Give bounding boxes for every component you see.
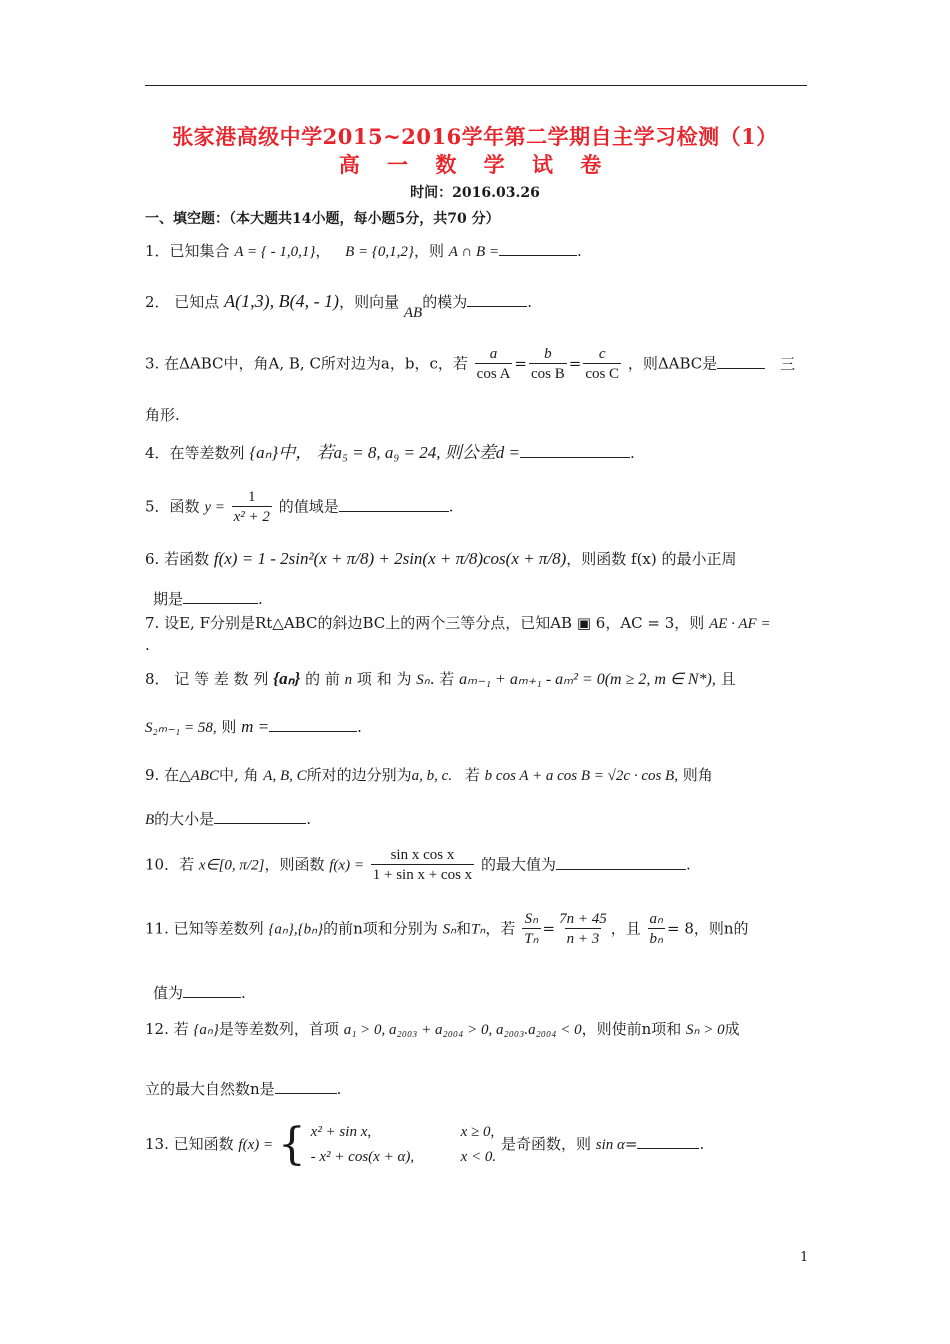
question-13: 13. 已知函数 f(x) = { x² + sin x, x ≥ 0, - x² + cos(x + α), x < 0. 是奇函数，则 sin α= . [145,1119,705,1170]
fraction: $\frac{\text{Sₙ}}{\text{Tₙ}}$ [524,911,539,947]
question-6-line2: 期是 . [153,590,263,608]
question-9: 9. 在△ABC中, 角 A, B, C所对的边分别为a, b, c. 若 b cos A + a cos B = √2c · cos B, 则角 [145,766,713,784]
section-heading: 一、填空题：（本大题共14小题，每小题5分，共70 分） [145,211,500,227]
answer-blank [467,292,527,307]
exam-date: 时间：2016.03.26 [410,185,540,201]
question-3: 3. 在ΔABC中，角A, B, C所对边为a，b，c，若 $\frac{a}{\text{cos A}}$ = $\frac{b}{\text{cos B}}$ = $\frac{c}{\text{cos C}}$ ，则ΔABC是 三 [145,346,796,382]
question-3-line2: 角形. [145,406,180,424]
answer-blank [717,354,765,369]
question-7-line2: . [145,636,150,654]
answer-blank [183,589,258,604]
answer-blank [520,443,630,458]
answer-blank [275,1079,337,1094]
question-12: 12. 若 {aₙ}是等差数列，首项 a₁ > 0, a₂₀₀₃ + a₂₀₀₄ > 0, a₂₀₀₃.a₂₀₀₄ < 0，则使前n项和 Sₙ > 0成 [145,1020,740,1038]
answer-blank [556,855,686,870]
fraction: $\frac{1}{\text{x² + 2}}$ [233,489,270,525]
exam-subtitle: 高 一 数 学 试 卷 [338,152,612,177]
page-number: 1 [800,1250,809,1265]
question-9-line2: B的大小是 . [145,810,311,828]
question-8-line2: S₂ₘ₋₁ = 58, 则 m = . [145,717,362,736]
question-8: 8． 记 等 差 数 列 {aₙ} 的 前 n 项 和 为 Sₙ. 若 aₘ₋₁ + aₘ₊₁ - aₘ² = 0(m ≥ 2, m ∈ N*), 且 [145,669,736,688]
answer-blank [214,809,306,824]
fraction: $\frac{\text{aₙ}}{\text{bₙ}}$ [649,911,663,947]
fraction: $\frac{a}{\text{cos A}}$ [476,346,511,382]
fraction: $\frac{\text{sin x cos x}}{\text{1 + sin x + cos x}}$ [372,847,473,883]
fraction: $\frac{b}{\text{cos B}}$ [530,346,565,382]
question-11-line2: 值为 . [153,984,246,1002]
header-rule [145,85,807,86]
question-2: 2． 已知点 A(1,3), B(4, - 1)，则向量 AB的模为 . [145,291,532,321]
answer-blank [183,983,241,998]
question-4: 4．在等差数列 {aₙ}中， 若a₅ = 8, a₉ = 24, 则公差d = . [145,443,635,462]
answer-blank [499,241,577,256]
piecewise-cases: x² + sin x, x ≥ 0, - x² + cos(x + α), x < 0. [310,1124,497,1165]
answer-blank [339,497,449,512]
question-12-line2: 立的最大自然数n是 . [145,1080,342,1098]
question-11: 11. 已知等差数列 {aₙ},{bₙ}的前n项和分别为 Sₙ和Tₙ，若 $\frac{\text{Sₙ}}{\text{Tₙ}}$ = $\frac{7n + 45}{n + 3}$ ，且 $\frac{\text{aₙ}}{\text{bₙ}}$ = 8，则n的 [145,911,749,947]
fraction: $\frac{7n + 45}{n + 3}$ [559,911,607,947]
question-6: 6. 若函数 f(x) = 1 - 2sin²(x + π/8) + 2sin(x + π/8)cos(x + π/8)，则函数 f(x) 的最小正周 [145,549,737,568]
answer-blank [637,1134,699,1149]
question-1: 1．已知集合 A = { - 1,0,1}， B = {0,1,2}，则 A ∩ B = . [145,242,582,260]
exam-title: 张家港高级中学2015~2016学年第二学期自主学习检测（1） [172,124,778,149]
fraction: $\frac{c}{\text{cos C}}$ [585,346,620,382]
question-7: 7. 设E, F分别是Rt△ABC的斜边BC上的两个三等分点，已知AB ▣ 6，AC = 3，则 AE · AF = [145,614,771,632]
left-brace-icon: { [277,1119,306,1170]
answer-blank [269,717,357,732]
question-10: 10．若 x∈[0, π/2]，则函数 f(x) = $\frac{\text{sin x cos x}}{\text{1 + sin x + cos x}}$ 的最大值为 . [145,847,691,883]
question-5: 5．函数 y = $\frac{1}{\text{x² + 2}}$ 的值域是 . [145,489,454,525]
